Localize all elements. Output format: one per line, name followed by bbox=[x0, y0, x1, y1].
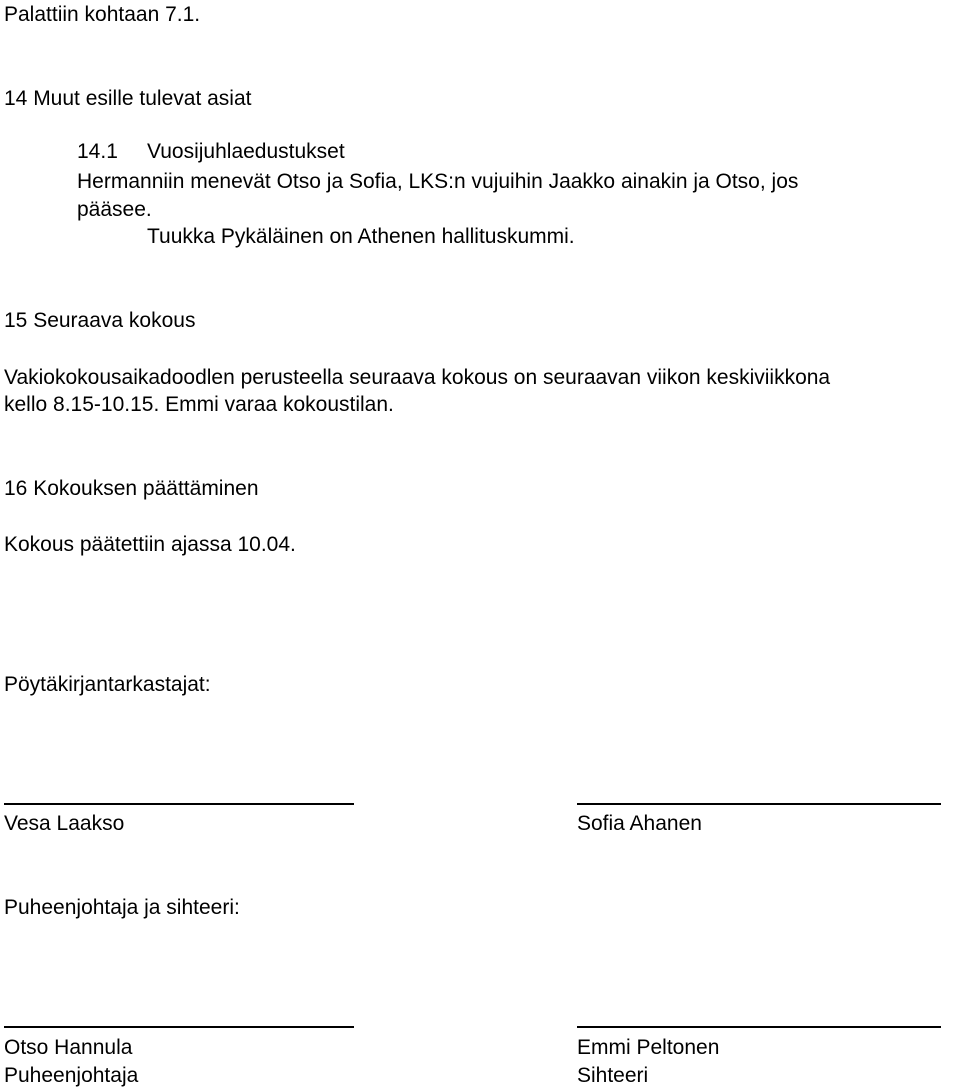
section-14-text-line: Tuukka Pykäläinen on Athenen hallituskummi. bbox=[147, 225, 575, 248]
continuation-note: Palattiin kohtaan 7.1. bbox=[4, 3, 201, 26]
chair-name: Otso Hannula bbox=[4, 1036, 133, 1059]
signature-line bbox=[4, 1026, 354, 1028]
section-15-text-line: kello 8.15-10.15. Emmi varaa kokoustilan. bbox=[4, 393, 394, 416]
section-14-heading: 14 Muut esille tulevat asiat bbox=[4, 87, 252, 110]
section-16-heading: 16 Kokouksen päättäminen bbox=[4, 477, 259, 500]
secretary-role: Sihteeri bbox=[577, 1064, 649, 1087]
subsection-14-1-number: 14.1 bbox=[77, 140, 118, 163]
signature-line bbox=[577, 803, 941, 805]
checker-name: Vesa Laakso bbox=[4, 812, 125, 835]
section-15-text-line: Vakiokokousaikadoodlen perusteella seuraava kokous on seuraavan viikon keskiviikkona bbox=[4, 366, 831, 389]
section-15-heading: 15 Seuraava kokous bbox=[4, 309, 196, 332]
checkers-label: Pöytäkirjantarkastajat: bbox=[4, 673, 211, 696]
section-16-text-line: Kokous päätettiin ajassa 10.04. bbox=[4, 533, 296, 556]
subsection-14-1-title: Vuosijuhlaedustukset bbox=[147, 140, 345, 163]
checker-name: Sofia Ahanen bbox=[577, 812, 702, 835]
section-14-text-line: pääsee. bbox=[77, 198, 152, 221]
secretary-name: Emmi Peltonen bbox=[577, 1036, 720, 1059]
section-14-text-line: Hermanniin menevät Otso ja Sofia, LKS:n vujuihin Jaakko ainakin ja Otso, jos bbox=[77, 170, 799, 193]
signature-line bbox=[577, 1026, 941, 1028]
chair-role: Puheenjohtaja bbox=[4, 1064, 139, 1087]
chair-secretary-label: Puheenjohtaja ja sihteeri: bbox=[4, 896, 240, 919]
signature-line bbox=[4, 803, 354, 805]
